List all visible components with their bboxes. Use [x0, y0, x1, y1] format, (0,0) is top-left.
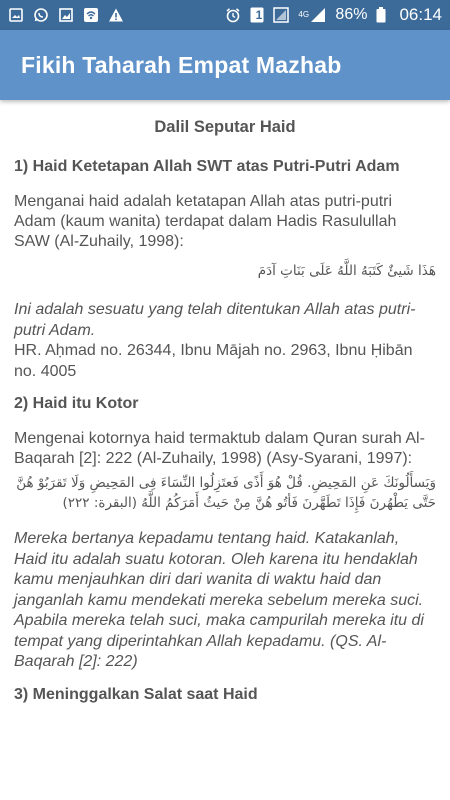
section-heading: 3) Meninggalkan Salat saat Haid [14, 685, 258, 703]
arabic-text: وَيَسأَلُونَكَ عَنِ المَحِيضِ. قُلْ هُوَ أَذًى فَعتَزِلُوا النِّسَاءَ فِى المَحِيضِ وَلَا تَقرَبُوْ هُنَّ حَتَّى يَطْهُرنَ فَإِذَا تَطَهَّرنَ فَأتُو هُنَّ مِنْ حَيثُ أَمَرَكُمُ اللَّهُ (البقرة: ٢٢٢) [16, 475, 436, 511]
alarm-icon [225, 7, 241, 23]
section-2 [14, 395, 436, 673]
gallery-icon [58, 7, 74, 23]
section-heading: 1) Haid Ketetapan Allah SWT atas Putri-Putri Adam [14, 158, 400, 175]
section-intro: Menganai haid adalah ketatapan Allah atas putri-putri Adam (kaum wanita) terdapat dalam Hadis Rasulullah SAW (Al-Zuhaily, 1998): [14, 193, 397, 250]
status-bar-right [225, 5, 442, 25]
wifi-icon [83, 7, 99, 23]
image-icon [8, 7, 24, 23]
arabic-text: هَذَا شَيئٌ كَتَبَهُ اللَّهُ عَلَى بَنَاتِ آدَمَ [257, 263, 436, 279]
battery-icon [376, 7, 386, 23]
section-3 [14, 686, 436, 704]
signal-icon [310, 7, 326, 23]
app-bar [0, 30, 450, 100]
section-heading: 2) Haid itu Kotor [14, 395, 139, 412]
battery-percent: 86% [335, 6, 368, 23]
no-signal-icon [273, 7, 289, 23]
network-type-label: 4G [298, 10, 310, 19]
app-title: Fikih Taharah Empat Mazhab [21, 51, 342, 78]
section-1 [14, 158, 436, 382]
sim-slot-label: 1 [255, 8, 263, 22]
article-content[interactable] [0, 100, 450, 800]
section-intro: Mengenai kotornya haid termaktub dalam Quran surah Al-Baqarah [2]: 222 (Al-Zuhaily, 1998) (Asy-Syarani, 1997): [14, 430, 425, 467]
clock: 06:14 [399, 5, 442, 24]
page-title: Dalil Seputar Haid [154, 118, 296, 136]
status-bar [0, 0, 450, 30]
translation-text: Ini adalah sesuatu yang telah ditentukan Allah atas putri-putri Adam. [14, 301, 416, 339]
status-bar-left [8, 7, 124, 23]
whatsapp-icon [33, 7, 49, 23]
hadith-reference: HR. Aḥmad no. 26344, Ibnu Mājah no. 2963, Ibnu Ḥibān no. 4005 [14, 342, 413, 380]
translation-text: Mereka bertanya kepadamu tentang haid. Katakanlah, Haid itu adalah suatu kotoran. Oleh karena itu hendaklah kamu menjauhkan diri dari wanita di waktu haid dan janganlah kamu mendekati mereka sebelum mereka suci. Apabila mereka telah suci, maka campurilah mereka itu di tempat yang diperintahkan Allah kepadamu. (QS. Al-Baqarah [2]: 222) [14, 530, 424, 670]
warning-icon [108, 7, 124, 23]
